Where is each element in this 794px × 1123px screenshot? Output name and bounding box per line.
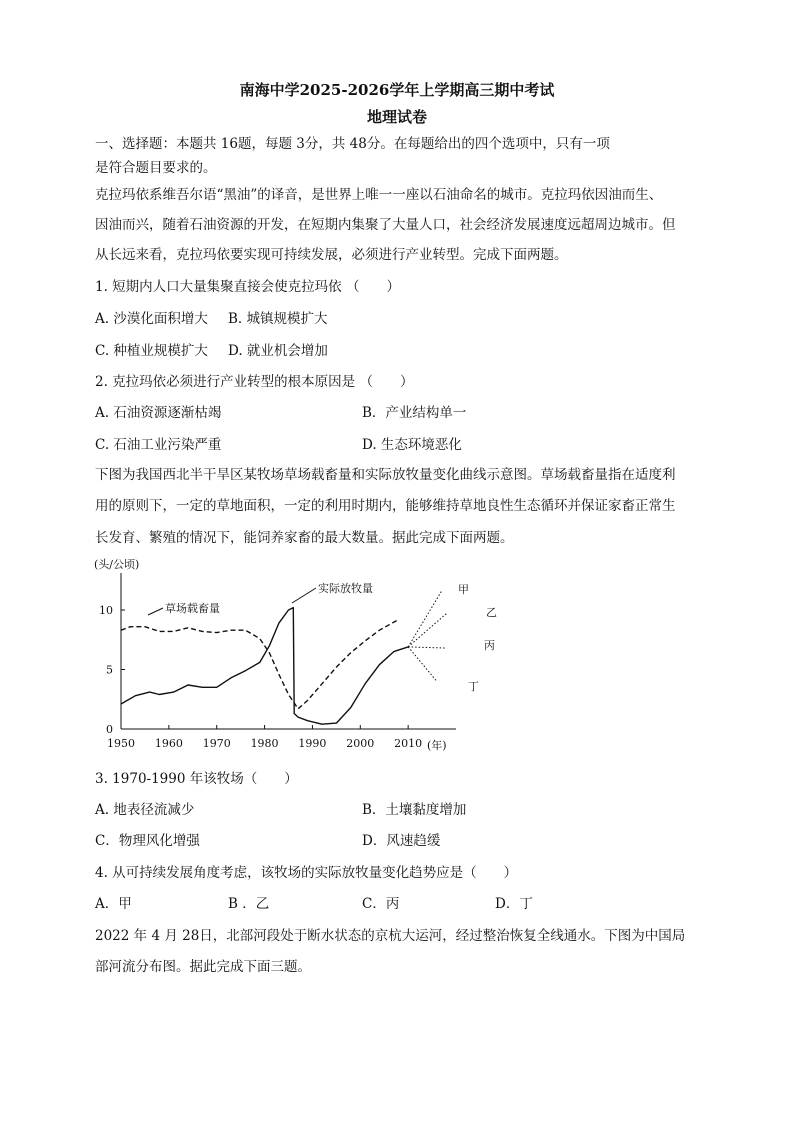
passage2-line-2: 用的原则下，一定的草地面积，一定的利用时期内，能够维持草地良性生态循环并保证家畜正常生 [95, 498, 676, 514]
q1-option-b: B. 城镇规模扩大 [228, 311, 328, 327]
q1-option-c: C. 种植业规模扩大 [95, 343, 208, 359]
series-label-actual: 实际放牧量 [318, 582, 373, 595]
q1-option-d: D. 就业机会增加 [228, 343, 328, 359]
q1-option-a: A. 沙漠化面积增大 [95, 311, 208, 327]
q4-option-b: B ．乙 [228, 896, 270, 912]
question-2-stem: 2. 克拉玛依必须进行产业转型的根本原因是 （ ） [95, 374, 414, 390]
actual-grazing-line [121, 608, 408, 725]
q3-option-c: C．物理风化增强 [95, 833, 200, 849]
chart-projections [408, 591, 446, 681]
y-tick-label: 0 [106, 723, 113, 736]
passage1-line-2: 因油而兴，随着石油资源的开发，在短期内集聚了大量人口，社会经济发展速度远超周边城市。但 [95, 217, 676, 233]
y-tick-label: 5 [106, 663, 113, 677]
q3-option-b: B．土壤黏度增加 [362, 802, 467, 818]
projection-label-yi: 乙 [486, 606, 497, 619]
grazing-chart [90, 555, 497, 757]
x-tick-label: 1990 [298, 737, 327, 750]
q4-option-a: A．甲 [95, 896, 132, 912]
section-heading-line-1: 一、选择题：本题共 16题，每题 3分，共 48分。在每题给出的四个选项中，只有一项 [95, 136, 610, 152]
passage2-line-3: 长发育、繁殖的情况下，能饲养家畜的最大数量。据此完成下面两题。 [95, 530, 514, 546]
actual-label-pointer [292, 588, 316, 603]
q2-option-c: C. 石油工业污染严重 [95, 437, 222, 453]
x-tick-label: 2010 [394, 737, 423, 750]
question-3-stem: 3. 1970-1990 年该牧场（ ） [95, 771, 298, 787]
carrying-capacity-line [121, 620, 399, 709]
projection-line-甲 [408, 591, 442, 647]
question-1-stem: 1. 短期内人口大量集聚直接会使克拉玛依 （ ） [95, 279, 400, 295]
chart-ticks [99, 604, 422, 750]
exam-subtitle: 地理试卷 [366, 108, 427, 126]
y-tick-label: 10 [99, 604, 113, 617]
x-tick-label: 1960 [154, 737, 183, 750]
x-tick-label: 1970 [202, 737, 231, 750]
projection-line-丁 [408, 647, 437, 682]
q2-option-b: B．产业结构单一 [362, 405, 467, 421]
projection-label-bing: 丙 [484, 639, 495, 652]
q4-option-c: C．丙 [362, 896, 400, 912]
passage1-line-3: 从长远来看，克拉玛依要实现可持续发展，必须进行产业转型。完成下面两题。 [95, 247, 568, 263]
series-label-capacity: 草场载畜量 [165, 602, 220, 615]
section-heading-line-2: 是符合题目要求的。 [95, 160, 217, 176]
x-axis-label: (年) [427, 739, 447, 752]
x-tick-label: 2000 [346, 737, 375, 750]
chart-series [121, 608, 408, 725]
passage1-line-1: 克拉玛依系维吾尔语“黑油”的译音，是世界上唯一一座以石油命名的城市。克拉玛依因油而生、 [95, 187, 663, 203]
projection-line-乙 [408, 614, 446, 647]
x-tick-label: 1980 [250, 737, 279, 750]
projection-label-jia: 甲 [458, 583, 469, 596]
q4-option-d: D．丁 [495, 896, 533, 912]
capacity-label-pointer [148, 608, 163, 615]
y-axis-label: (头/公顷) [94, 558, 140, 571]
passage3-line-1: 2022 年 4 月 28日，北部河段处于断水状态的京杭大运河，经过整治恢复全线通水。下图为中国局 [95, 928, 686, 944]
q3-option-d: D．风速趋缓 [362, 833, 441, 849]
projection-label-ding: 丁 [468, 680, 479, 693]
passage3-line-2: 部河流分布图。据此完成下面三题。 [95, 959, 311, 975]
chart-axes [121, 573, 456, 729]
passage2-line-1: 下图为我国西北半干旱区某牧场草场载畜量和实际放牧量变化曲线示意图。草场载畜量指在适度利 [95, 467, 676, 483]
q2-option-d: D. 生态环境恶化 [362, 437, 462, 453]
exam-title: 南海中学2025-2026学年上学期高三期中考试 [239, 81, 555, 99]
question-4-stem: 4. 从可持续发展角度考虑，该牧场的实际放牧量变化趋势应是（ ） [95, 865, 518, 881]
q2-option-a: A. 石油资源逐渐枯竭 [95, 405, 222, 421]
x-tick-label: 1950 [107, 737, 135, 750]
q3-option-a: A. 地表径流减少 [95, 802, 195, 818]
projection-line-丙 [408, 647, 446, 648]
